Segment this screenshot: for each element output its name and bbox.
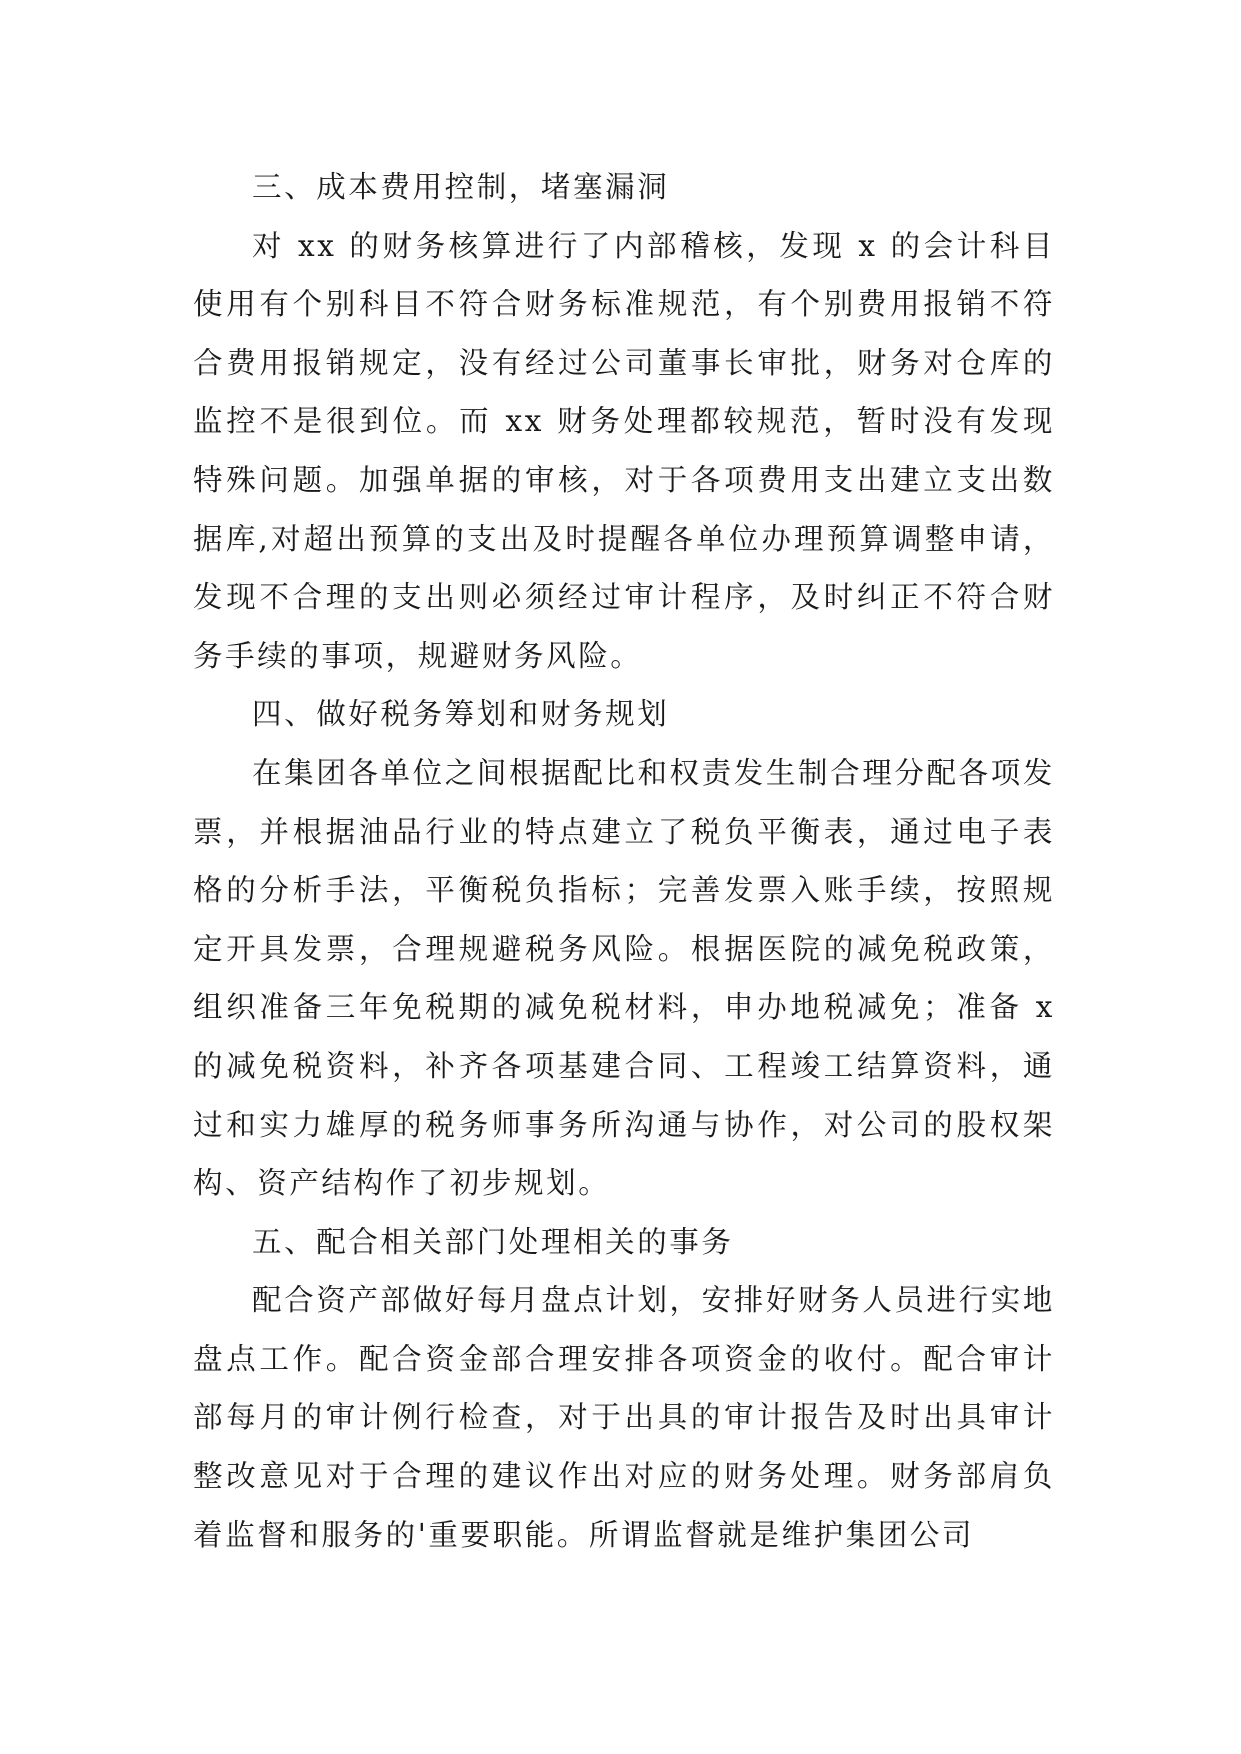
section-heading-cost-control: 三、成本费用控制，堵塞漏洞 bbox=[252, 170, 670, 204]
section-heading-department-cooperation: 五、配合相关部门处理相关的事务 bbox=[252, 1224, 734, 1259]
document-body bbox=[193, 158, 1055, 1564]
paragraph-department-cooperation: 配合资产部做好每月盘点计划，安排好财务人员进行实地盘点工作。配合资金部合理安排各项资金的收付。配合审计部每月的审计例行检查，对于出具的审计报告及时出具审计整改意见对于合理的建议作出对应的财务处理。财务部肩负着监督和服务的'重要职能。所谓监督就是维护集团公司 bbox=[193, 1283, 1055, 1552]
paragraph-cost-control: 对 xx 的财务核算进行了内部稽核，发现 x 的会计科目使用有个别科目不符合财务标准规范，有个别费用报销不符合费用报销规定，没有经过公司董事长审批，财务对仓库的监控不是很到位。而 xx 财务处理都较规范，暂时没有发现特殊问题。加强单据的审核，对于各项费用支出建立支出数据库,对超出预算的支出及时提醒各单位办理预算调整申请，发现不合理的支出则必须经过审计程序，及时纠正不符合财务手续的事项，规避财务风险。 bbox=[193, 228, 1055, 673]
paragraph-tax-planning: 在集团各单位之间根据配比和权责发生制合理分配各项发票，并根据油品行业的特点建立了税负平衡表，通过电子表格的分析手法，平衡税负指标；完善发票入账手续，按照规定开具发票，合理规避税务风险。根据医院的减免税政策，组织准备三年免税期的减免税材料，申办地税减免；准备 x 的减免税资料，补齐各项基建合同、工程竣工结算资料，通过和实力雄厚的税务师事务所沟通与协作，对公司的股权架构、资产结构作了初步规划。 bbox=[193, 755, 1055, 1201]
section-heading-tax-planning: 四、做好税务筹划和财务规划 bbox=[252, 697, 670, 732]
